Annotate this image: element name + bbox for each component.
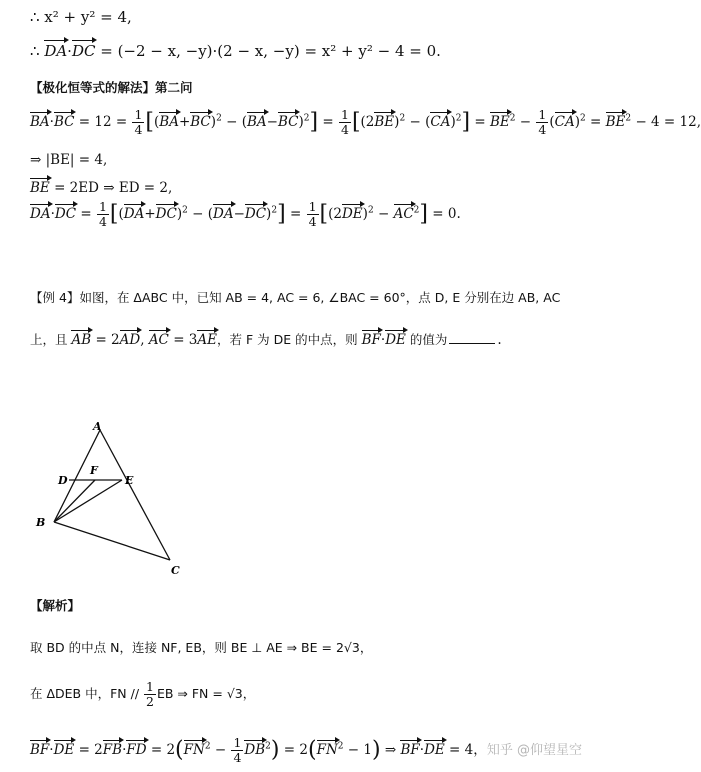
zhihu-watermark: 知乎 @仰望星空: [486, 743, 582, 758]
line-da-dc-polar: DA·DC = $\frac{1}{4}$ $[(DA+DC)^2 - (DA-DC)^2]$ = $\frac{1}{4}$ $[(2DE)^2 - AC^2] = 0$.: [30, 199, 461, 229]
line-da-dc: ∴ DA·DC = (−2 − x, −y)·(2 − x, −y) = x² + y² − 4 = 0.: [30, 38, 441, 60]
section-heading-polarization: 【极化恒等式的解法】第二问: [30, 80, 193, 95]
triangle-figure: [28, 418, 198, 583]
label-A: A: [93, 420, 102, 433]
line-x2-y2: ∴ x² + y² = 4,: [30, 8, 132, 26]
vec-da: DA: [44, 38, 67, 60]
example4-line2: 上，且 AB = 2AD, AC = 3AE，若 F 为 DE 的中点，则 BF·DE 的值为 .: [30, 328, 502, 348]
solution-line1: 取 BD 的中点 N，连接 NF, EB，则 BE ⊥ AE ⇒ BE = 2√3，: [30, 640, 373, 655]
label-C: C: [171, 564, 180, 577]
answer-blank: [449, 343, 495, 344]
solution-heading: 【解析】: [30, 598, 81, 613]
label-F: F: [90, 464, 98, 477]
vec-dc: DC: [72, 38, 96, 60]
solution-line2: 在 ΔDEB 中，FN // $\frac{1}{2}$ EB ⇒ FN = √3，: [30, 679, 256, 709]
line-be-2ed: BE = 2ED ⇒ ED = 2,: [30, 176, 172, 196]
label-E: E: [125, 474, 134, 487]
example4-line1: 【例 4】如图，在 ΔABC 中，已知 AB = 4, AC = 6, ∠BAC = 60°，点 D, E 分别在边 AB, AC: [30, 290, 561, 305]
line-ba-bc: BA·BC = 12 = $\frac{1}{4}$ $[(BA+BC)^2 - (BA-BC)^2]$ = $\frac{1}{4}$ $[(2BE)^2 - (CA)^2] = BE^2$ − $\frac{1}{4}$ $(CA)^2 = BE^2 - 4 = 12$,: [30, 107, 701, 137]
label-D: D: [58, 474, 68, 487]
label-B: B: [36, 516, 46, 529]
line-be-4: ⇒ |BE| = 4,: [30, 152, 108, 168]
solution-line3: $BF\cdot DE = 2FB\cdot FD = 2(FN^2$ − $\frac{1}{4}$ $DB^2) = 2(FN^2 - 1)$ ⇒ BF·DE = 4，: [30, 735, 487, 765]
